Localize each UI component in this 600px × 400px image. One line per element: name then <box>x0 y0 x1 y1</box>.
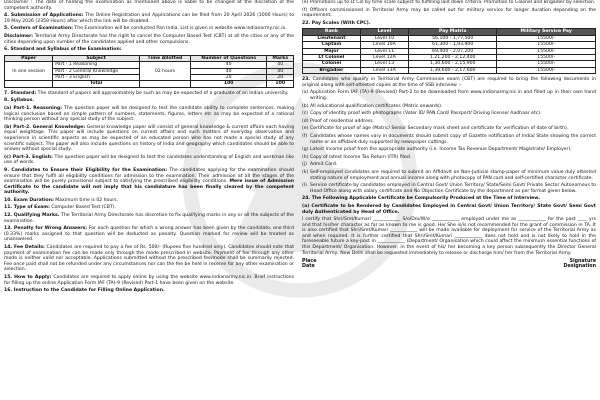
col-header-msp: Military Service Pay <box>497 29 596 35</box>
table-cell: 100 <box>190 81 267 87</box>
table-cell: 15500/- <box>497 42 596 48</box>
left-column <box>4 0 294 400</box>
certificate-heading: (a) Certificate to be Rendered by Candidates Employed in Central Govt/ Union Territory/ State Govt/ Semi Govt duly Authenticated by Head of Office. <box>302 203 596 215</box>
section-8-heading: 8. Syllabus. <box>4 98 35 104</box>
table-cell: 40 <box>267 62 294 68</box>
table-cell: 100 <box>267 81 294 87</box>
table-cell: 15500/- <box>497 61 596 67</box>
table-row <box>303 67 596 73</box>
list-item: (f) Candidates whose names vary in documents should submit copy of Gazette notification of India/ State showing the correct name or an affidavit duly supported by newspaper cuttings. <box>302 134 596 145</box>
col-header-level: Level <box>360 29 408 35</box>
certificate-body: I certify that Shri/Smt/Kumari ____________ S/o/D/o/W/o ____________ employed under me as ____________ for the past ____ yrs and that his/her character as far as known to me is good. He/ She is/is not recommended for the grant of commission in TA. It is also certified that Shri/Smt/Kumari ____________ will be made available for deployment for service of the Territorial Army as and when required. It is further certified that Shri/Smt/Kumari ____________ does not hold and is not likely to hold in the foreseeable future a key-post in ____________ (Department/ Organisation which could affect the minimum essential functions of this Department/ Organisation. However, in the event of his/ her becoming a key person subsequently the Director General Territorial Army, New Delhi shall be requested immediately to release or discharge him/ her from the Territorial Army. <box>302 217 596 256</box>
table-cell: Level 13A <box>360 67 408 73</box>
table-cell: Level 12A <box>360 55 408 61</box>
table-cell: Part - 1 Reasoning <box>53 62 140 68</box>
col-header-rank: Rank <box>303 29 361 35</box>
table-cell: 1,39,600 - 2,17,600 <box>409 67 497 73</box>
table-cell <box>139 81 190 87</box>
col-header-marks: Marks <box>267 55 294 61</box>
list-item: (e) Certificate for proof of age (Matric/ Senior Secondary mark sheet and certificate for verification of date of birth). <box>302 126 596 132</box>
table-cell: 15500/- <box>497 48 596 54</box>
list-item: (c) Copy of identity proof with photographs (Voter ID/ PAN Card/ Passport/ Driving license/ Aadhaar etc). <box>302 111 596 117</box>
table-cell: Level 10A <box>360 42 408 48</box>
table-cell: 40 <box>190 62 267 68</box>
item-f: (f) Officers commissioned in Territorial Army may be called out for military service for longer duration depending on the requirement. <box>302 7 596 19</box>
section-13: 13. Penalty for Wrong Answers: For each question for which a wrong answer has been given by the candidate, one third (0.33%) marks assigned to that question will be deducted as penalty. Question marked for review will be treated as unanswered. <box>4 226 294 243</box>
table-cell: Part - 3 English <box>53 74 140 80</box>
col-header-paper: Paper <box>5 55 53 61</box>
table-cell: 15500/- <box>497 55 596 61</box>
signature-label: Signature <box>569 259 596 265</box>
section-4: 4. Submission of Applications: The Online Registration and Applications can be filed from 20 April 2026 (1000 Hours) to 19 May 2026 (2359 Hours) after which the link will be disabled. <box>4 13 294 24</box>
documents-list <box>302 90 596 194</box>
designation-label: Designation <box>563 264 596 270</box>
table-cell: Brigadier <box>303 67 361 73</box>
table-cell: Lt Colonel <box>303 55 361 61</box>
list-item: (a) Application Form IAF (TA)-9 (Revised) Part-2 to be downloaded from www.indianarmy.nic.in and filled up in their own hand writing. <box>302 90 596 101</box>
list-item: (h) Copy of latest Income Tax Return (ITR) filed. <box>302 155 596 161</box>
syllabus-reasoning: (a) Part-1. Reasoning: The question paper will be designed to test the candidate ability to complete sentences, making logical conclusion based on simple pattern of numbers, statements, figures, letters etc as may be expected of a rational thinking person without any special study of the subject. <box>4 105 294 123</box>
exam-pattern-table <box>4 55 294 88</box>
table-cell: Lieutenant <box>303 35 361 41</box>
section-24-heading: 24. The Following Applicable Certificate be Compulsorily Produced at the Time of Interview. <box>302 196 540 202</box>
syllabus-english: (c) Part-3. English: The question paper will be designed to test the candidates understanding of English and workman like use of words. <box>4 154 294 166</box>
section-12: 12. Qualifying Marks. The Territorial Army Directorate has discretion to fix qualifying marks in any or all the subjects of the examination. <box>4 213 294 224</box>
table-cell: 15500/- <box>497 67 596 73</box>
table-cell: Major <box>303 48 361 54</box>
table-cell: 1,21,200 - 2,12,400 <box>409 55 497 61</box>
section-16-heading: 16. Instruction to the Candidate for Filling Online Application. <box>4 288 165 294</box>
table-cell: 61,300 - 1,93,900 <box>409 42 497 48</box>
section-6-heading: 6. Standard and Syllabus of the Examination: <box>4 47 122 53</box>
section-15: 15. How to Apply: Candidates are required to apply online by using the website www.indianarmy.nic.in. Brief instructions for filling up the online Application Form IAF (TA)-9 (Revised) Part-1 have been given on the website. <box>4 275 294 286</box>
list-item: (b) All educational qualification certificates (Matric onwards). <box>302 104 596 110</box>
table-cell: Captain <box>303 42 361 48</box>
table-cell: 56,100 - 1,77,500 <box>409 35 497 41</box>
list-item: (k) Self-employed candidates are required to submit an Affidavit on Non-Judicial stamp-paper of minimum value duly attested stating nature of employment and annual income along with photocopy of PAN card and self-certified character certificate. <box>302 170 596 181</box>
time-cell: 02 hours <box>139 62 190 81</box>
signature-block <box>302 259 596 269</box>
table-cell: Level 10 <box>360 35 408 41</box>
list-item: (j) Admit Card. <box>302 162 596 168</box>
section-5: 5. Centers of Examination: The Examination will be conducted Pan India. List is given in website www.indianarmy.nic.in. <box>4 26 287 32</box>
pay-scale-table <box>302 28 596 74</box>
right-column <box>302 0 596 400</box>
table-cell: 20 <box>267 74 294 80</box>
date-label: Date <box>302 264 315 270</box>
section-9: 9. Candidates to Ensure their Eligibility for the Examination: The candidates applying for the examination should ensure that they fulfil all eligibility conditions for admission to the examination. Their admission at all the stages of the examination will be purely provisional subject to satisfying the prescribed eligibility conditions. Mere issue of Admission Certificate to the candidate will not imply that his candidature has been finally cleared by the competent authority. <box>4 167 294 196</box>
section-10: 10. Exam Duration: Maximum time is 02 hours. <box>4 197 119 203</box>
table-cell <box>5 81 53 87</box>
table-total-row <box>5 81 294 87</box>
table-cell: 15500/- <box>497 35 596 41</box>
table-cell: Colonel <box>303 61 361 67</box>
table-cell: Level 11 <box>360 48 408 54</box>
table-cell: Level 13 <box>360 61 408 67</box>
disclaimer-text: Disclaimer : The date of holding the examination as mentioned above is liable to be changed at the discretion of the competent authority. <box>4 0 294 11</box>
list-item: (l) Service certificate by candidates employed in Central Govt/ Union Territory/ State/Semi Govt/ Private Sector Autonomous to Head Office along with salary certificate and No Objection Certificate by the department as per format given below. <box>302 183 596 194</box>
item-e: (e) Promotions up to Lt Col by time scale subject to fulfilling laid down criteria. Promotion to Colonel and Brigadier by selection. <box>302 0 596 5</box>
syllabus-gk: (b) Part-2. General Knowledge: General knowledge paper will consist of general knowledge & current affairs each having equal weightage. This paper will include questions on current affairs and such matters of everyday observation and experience in scientific aspects as may be expected of an educated person who has not made a special study of any scientific subject. The paper will also include questions on history of India and geography which candidates should be able to answer without special study. <box>4 124 294 153</box>
list-item: (d) Proof of residential address. <box>302 119 596 125</box>
table-cell: Total <box>53 81 140 87</box>
paper-cell: In one session <box>5 62 53 81</box>
col-header-questions: Number of Questions <box>190 55 267 61</box>
section-22-heading: 22. Pay Scales (With CPC). <box>302 20 371 26</box>
table-cell: 69,400 - 2,07,200 <box>409 48 497 54</box>
table-cell: 40 <box>190 68 267 74</box>
disclaimer-2: Disclaimer: Territorial Army Directorate has the right to cancel the Computer Based Test (CBT) at all the cities or any of the cities depending upon number of the candidates applied and other compulsions. <box>4 33 294 45</box>
section-14: 14. Fee Details: Candidates are required to pay a fee of Rs. 500/- (Rupees five hundred only). Candidates should note that payment of examination fee can be made only through the mode prescribed in website. Payment of fee through any other mode is neither valid nor acceptable. Applications submitted without the prescribed fee/mode shall be summarily rejected. Fee once paid shall not be refunded under any circumstances nor can the fee be held in reserve for any other examination or selection. <box>4 245 294 273</box>
col-header-pay-matrix: Pay Matrix <box>409 29 497 35</box>
col-header-subject: Subject <box>53 55 140 61</box>
col-header-time: Time Allotted <box>139 55 190 61</box>
table-cell: Part - 2 General Knowledge <box>53 68 140 74</box>
table-cell: 40 <box>267 68 294 74</box>
table-cell: 20 <box>190 74 267 80</box>
section-23: 23. Candidates who qualify in Territorial Army Commission exam (CBT) are required to bring the following documents in original along with self-attested copies at the time of SSB interview :- <box>302 77 596 88</box>
place-label: Place <box>302 259 317 265</box>
section-11: 11. Type of Exam: Computer Based Test (CBT). <box>4 205 116 211</box>
list-item: (g) Latest income proof from the appropriate authority (i.e. Income Tax Revenue Department/ Magistrate/ Employer). <box>302 147 596 153</box>
section-7: 7. Standard: The standard of papers will approximately be such as may be expected of a graduate of an Indian university. <box>4 90 289 96</box>
table-cell: 1,30,600 - 2,15,900 <box>409 61 497 67</box>
